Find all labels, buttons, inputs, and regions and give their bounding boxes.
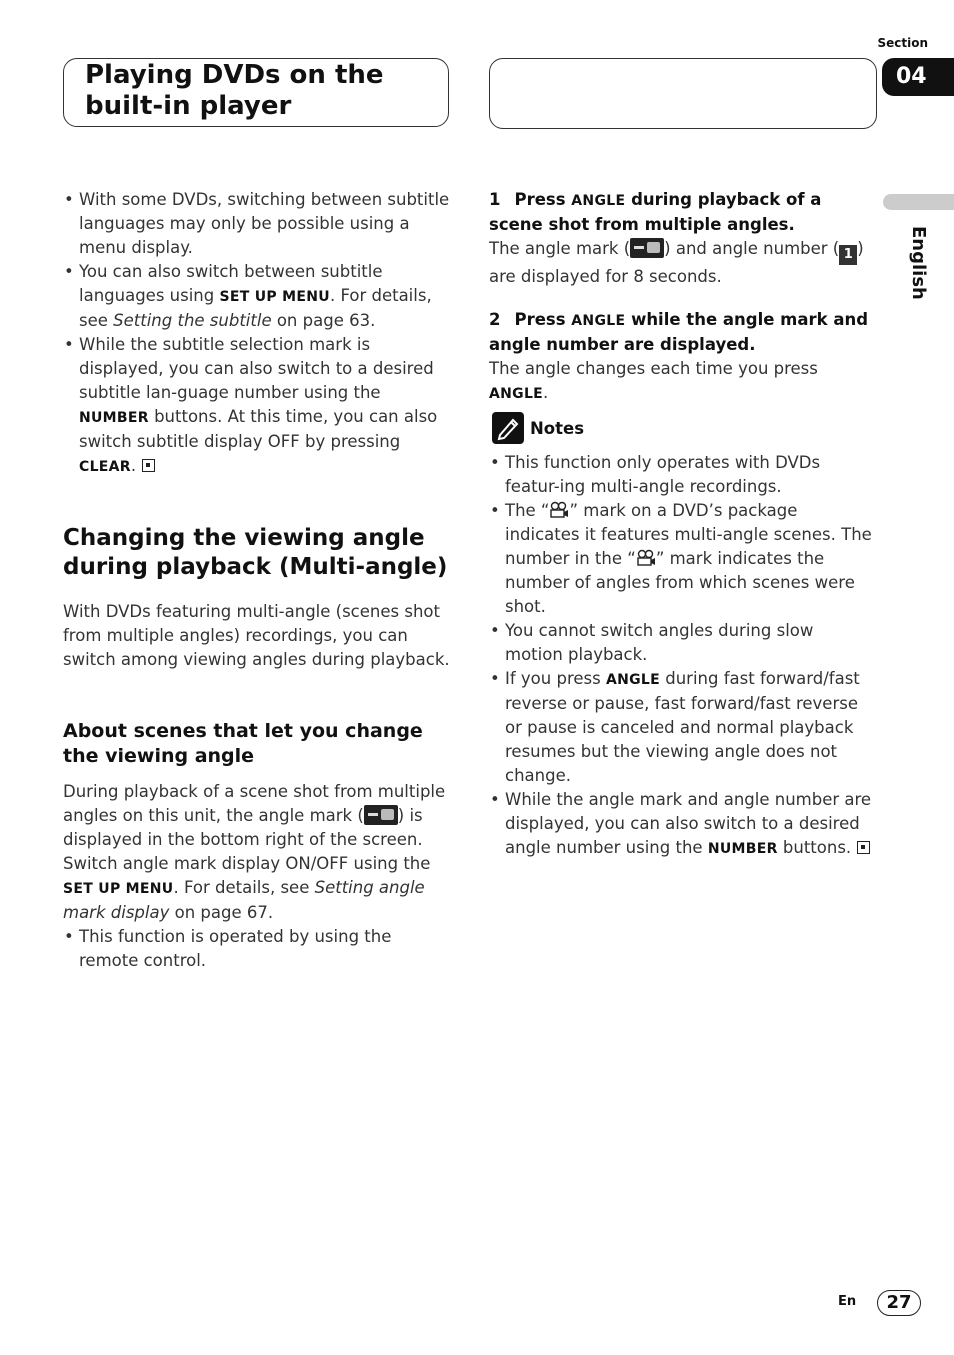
step-1-body: The angle mark ( ) and angle number ( 1 ) are displayed for 8 seconds. (489, 239, 864, 286)
intro-paragraph: With DVDs featuring multi-angle (scenes shot from multiple angles) recordings, you can switch among viewing angles during playback. (63, 602, 450, 669)
end-mark-icon (857, 841, 870, 854)
angle-mark-icon (630, 238, 664, 258)
notes-list (489, 451, 875, 861)
footer-language: En (838, 1294, 857, 1309)
list-item: • While the angle mark and angle number are displayed, you can also switch to a desired angle number using the NUMBER buttons. (489, 788, 875, 861)
page-title (85, 60, 384, 122)
notes-label: Notes (530, 418, 585, 438)
multi-angle-camera-icon (636, 549, 656, 567)
language-tab (883, 194, 954, 210)
step-2-heading: 2 Press ANGLE while the angle mark and angle number are displayed. (489, 310, 869, 354)
list-item: • The “ ” mark on a DVD’s package indicates it features multi-angle scenes. The number in the “ ” mark indicates the number of angles from which scenes were shot. (489, 499, 875, 619)
multi-angle-camera-icon (549, 501, 569, 519)
subheading: About scenes that let you change the viewing angle (63, 720, 423, 767)
list-item: • You can also switch between subtitle languages using SET UP MENU. For details, see Setting the subtitle on page 63. (63, 260, 455, 333)
list-item: • This function is operated by using the remote control. (63, 925, 455, 973)
list-item: • This function only operates with DVDs featur-ing multi-angle recordings. (489, 451, 875, 499)
section-heading: Changing the viewing angle during playback (Multi-angle) (63, 525, 448, 580)
section-label: Section (877, 36, 928, 50)
left-bullets-top (63, 188, 455, 479)
list-item: • If you press ANGLE during fast forward/fast reverse or pause, fast forward/fast reverse or pause is canceled and normal playback resumes but the viewing angle does not change. (489, 667, 875, 788)
step-1-heading: 1 Press ANGLE during playback of a scene shot from multiple angles. (489, 190, 822, 234)
step-2 (489, 308, 875, 406)
language-label: English (908, 226, 929, 300)
empty-header-box (489, 58, 877, 129)
angle-mark-icon (364, 805, 398, 825)
page-title-line2: built-in player (85, 91, 292, 121)
angle-number-icon: 1 (839, 245, 857, 265)
section-number-tab: 04 (882, 58, 954, 96)
notes-header (492, 412, 584, 444)
list-item: • With some DVDs, switching between subtitle languages may only be possible using a menu display. (63, 188, 455, 260)
about-paragraph: During playback of a scene shot from multiple angles on this unit, the angle mark ( ) is displayed in the bottom right of the screen. Switch angle mark display ON/OFF using the SET UP MENU. For details, see Setting angle mark display on page 67. • This function is operated by using the remote control. (63, 780, 455, 973)
step-2-body: The angle changes each time you press ANGLE. (489, 359, 818, 402)
list-item: • You cannot switch angles during slow motion playback. (489, 619, 875, 667)
pencil-note-icon (492, 412, 524, 444)
end-mark-icon (142, 459, 155, 472)
step-1 (489, 188, 875, 289)
page-number: 27 (877, 1290, 921, 1316)
page-title-line1: Playing DVDs on the (85, 60, 384, 90)
list-item: • While the subtitle selection mark is displayed, you can also switch to a desired subtitle lan-guage number using the NUMBER buttons. At this time, you can also switch subtitle display OFF by pressing CLEAR. (63, 333, 455, 479)
